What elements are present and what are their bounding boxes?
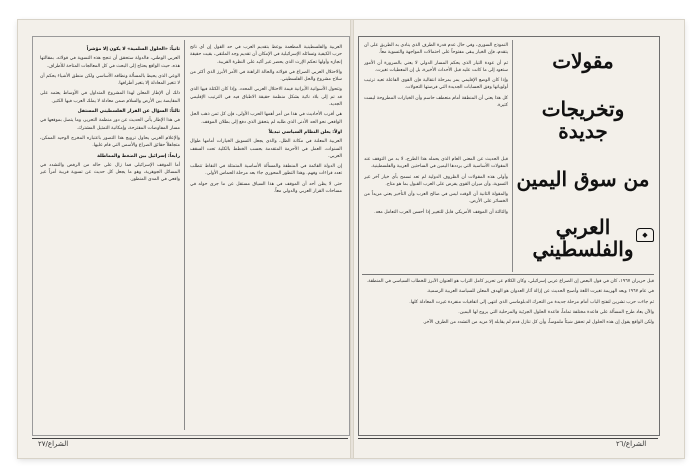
paragraph: في هذا الإطار يأتي الحديث عن دور منظمة التحرير، وما يتصل بموقعها في مسار المفاوضات المقترحة، وإمكانية التمثيل المشترك. (40, 118, 180, 131)
paragraph: كل هذا يعني أن المنطقة أمام منعطف حاسم وأن الخيارات المطروحة ليست كثيرة. (364, 95, 508, 109)
paragraph: هي أقرب الأحاديث في هذا من أمر أهمها الحرب الأولى، فإن كل ثمن ذهب الحل الواقعي نحو الحد الأدنى الذي طلبه لم يتحقق الذي دفع إلى بطلان الموقف. (190, 112, 342, 125)
paragraph: العربية المعلنة في مكانة الظل، والذي يجعل التسويق الخيارات أمامها طوال السنوات، العمل في الأحزمة المتقدمة بحسب الخطط بالكلية تحت السقف العربي. (190, 139, 342, 159)
paragraph: ذلك أن الإطار المعلن لهذا المشروع المتداول في الأوساط يعتمد على المقايضة بين الأرض والسلام ضمن معادلة لا يملك العرب فيها الكثير. (40, 91, 180, 104)
section-subheading: اولاً: يعلن النظام السياسي تبديلاً (268, 129, 342, 135)
magazine-emblem-icon: ◆ (636, 228, 654, 242)
paragraph: في عام ١٩٦٧ وبعد الهزيمة تغيرت اللغة وأصبح الحديث عن إزالة آثار العدوان هو الهدف المعلن للسياسة العربية الرسمية. (426, 289, 654, 295)
paragraph: العربية والفلسطينية المطعمة بوعظ بتقديم العرب في حد القول إن أي ناتج حرب الكيفية وتسائله الإسرائيلية في الإمكان أن تقديم وجد الملتقى، بقيت حقيقة إنجازه وأولها تحكم الإرث الذي يحضر غير أكيد على النظرة القريبة. (190, 45, 342, 65)
paragraph: وأولى هذه المقولات أن الظروف الدولية لم تعد تسمح بأي خيار آخر غير التسوية، وأن ميزان القوى يفرض على العرب القبول بما هو متاح. (364, 174, 508, 187)
section-subheading: رابعاً: إسرائيل بين الضغط والمماطلة (97, 153, 180, 159)
paragraph: ثم جاءت حرب تشرين لتفتح الباب أمام مرحلة جديدة من التحرك الدبلوماسي الذي انتهى إلى اتفاقيات منفردة غيرت المعادلة كلها. (409, 299, 654, 305)
paragraph: إن الدولة القائمة في المنطقة والمسألة الأساسية المتمثلة في النقاط تتطلب تعدد قراءات وفهم. وهذا التطور المحوري جاء بعد مرحلة الحماس الأولى. (190, 164, 342, 177)
title-line-2: وتخريجات جديدة (541, 97, 625, 143)
left-page (18, 20, 350, 458)
title-line-3: من سوق اليمين (516, 167, 650, 191)
left-page-right-column (190, 44, 342, 430)
paragraph: قبل الحديث عن المعنى العام الذي يحمله هذا الطرح، لا بد من التوقف عند المقولات الأساسية التي يرددها اليمين في الساحتين العربية والفلسطينية. (364, 157, 508, 170)
section-subheading: ثالثاً: السؤال عن القرار الفلسطيني المستقل (77, 109, 180, 115)
title-divider (512, 40, 513, 272)
paragraph: أما الموقف الإسرائيلي فما زال على حاله من الرفض والتشدد في المسائل الجوهرية، وهو ما يجعل كل حديث عن تسوية قريبة أمراً غير واقعي في المدى المنظور. (40, 162, 180, 183)
section-rule (362, 274, 654, 275)
paragraph: ولكن الواقع يقول إن هذه الحلول لم تحقق شيئاً ملموساً، وأن كل تنازل قدم لم يقابله إلا مزيد من التشدد من الطرف الآخر. (422, 320, 654, 326)
paragraph: العربي الوطني، فالدولة ستحقق أن تنجح هذه التسوية في قولاته. بمقالتها هذه، حيث الواقع يحتاج إلى البحث في كل المعالجات المتاحة للأطراف. (40, 56, 180, 69)
right-page (354, 20, 684, 458)
paragraph: وتتحول الأسوانية الأيرانية قيمة الاحتلال العربي المحدد. وإذا كان الكتلة فيها الذي قد تم إلى بلاد نائية بشكل منظمة حقيقة الاطباق فيه في الترتيب الإقليمي الجديد. (190, 87, 342, 108)
left-column-divider (184, 40, 185, 430)
article-title-block (514, 50, 652, 270)
right-page-middle-column (364, 156, 508, 272)
section-subheading: ثانياً: «الحلول السلمية» لا يكون إلا مؤشراً (86, 47, 180, 52)
right-page-top-column (364, 42, 508, 152)
paragraph: ثم أن عودة التيار الذي يحكم المسار الدولي لا يعني بالضرورة أن الأمور ستعود إلى ما كانت عليه قبل الأحداث الأخيرة، بل إن المعطيات تغيرت. (364, 60, 508, 73)
title-line-1: مقولات (552, 49, 614, 73)
paragraph: الوعي الذي يحيط بالمسألة ونطاقه الأساسي ولكن منطق الأشياء يحكم أن لا تتغير المعادلة إلا بتغير أطرافها. (40, 73, 180, 87)
paragraph: قبل حزيران ١٩٦٧، كان في قول البعض إن الصراع عربي إسرائيلي، وكان الكلام عن تحرير كامل التراب هو العنوان الأبرز للخطاب السياسي في المنطقة. (366, 279, 654, 284)
paragraph: وإذا كان الوضع الإقليمي يمر بمرحلة انتقالية فإن القوى الفاعلة تعيد ترتيب أولوياتها وفق الحسابات الجديدة التي فرضتها التحولات. (364, 78, 508, 91)
paragraph: والاحتلال العربي الصراع في قولاته والحالة الراهنة في الأمر الأبرز الذي أكثر من سلاح مشروع والحل الفلسطيني. (190, 69, 342, 83)
paragraph: والآن يعاد طرح المسألة على قاعدة مختلفة تماماً، قاعدة الحلول الجزئية والمرحلية التي يروج لها اليمين. (458, 309, 654, 315)
left-footer-rule (32, 438, 348, 439)
right-footer-rule (358, 438, 658, 439)
right-page-number: الشراع/٢٦ (616, 440, 647, 448)
right-page-bottom-column (364, 278, 654, 430)
paragraph: النموذج السوري، وفي حال عدم قدرة الطرف الذي ينادي به الطريق على أن يتقدم، فإن الخيار يبقى مفتوحاً على احتمالات المواجهة والتسوية معاً. (364, 43, 508, 56)
left-page-left-column (40, 44, 180, 430)
title-line-4: العربي والفلسطيني (532, 215, 634, 261)
left-page-number: الشراع/٢٧ (38, 440, 69, 448)
paragraph: والإعلام الغربي يحاول ترويج هذا التصور باعتباره المخرج الوحيد الممكن، متجاهلاً حقائق الصراع والأسس التي قام عليها. (40, 135, 180, 149)
paragraph: حتى لا يظن أحد أن الموقف في هذا السياق مستقل عن ما جرى حوله في مساحات القرار العربي والدولي معاً. (190, 181, 342, 195)
paragraph: والثالثة أن الموقف الأمريكي قابل للتغيير إذا أحسن العرب التعامل معه. (374, 209, 508, 215)
magazine-spread (18, 20, 684, 458)
paragraph: والمقولة الثانية أن الوقت ليس في صالح العرب وأن التأخير يعني مزيداً من الخسائر على الأرض. (364, 192, 508, 205)
